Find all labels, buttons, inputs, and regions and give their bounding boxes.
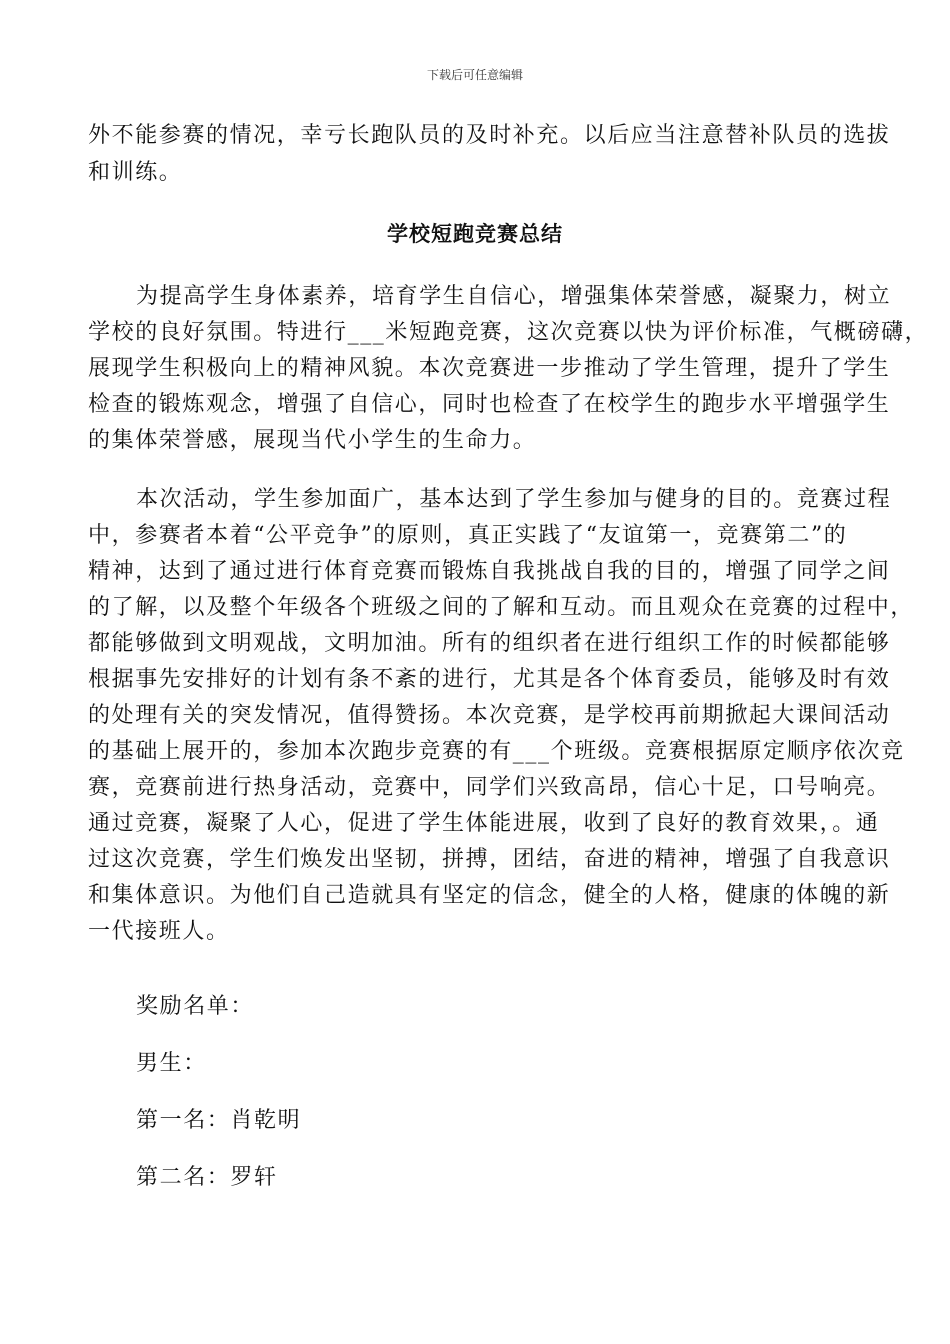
awards-group-male: 男生： <box>136 1051 207 1076</box>
paragraph2-line: 的处理有关的突发情况，值得赞扬。本次竞赛，是学校再前期掀起大课间活动 <box>88 703 891 728</box>
paragraph1-line: 学校的良好氛围。特进行___米短跑竞赛，这次竞赛以快为评价标准，气概磅礴， <box>88 320 929 345</box>
paragraph1-line: 为提高学生身体素养，培育学生自信心，增强集体荣誉感，凝聚力，树立 <box>136 284 892 309</box>
paragraph2-line: 通过竞赛，凝聚了人心，促进了学生体能进展，收到了良好的教育效果，。通 <box>88 811 880 836</box>
paragraph1-line: 检查的锻炼观念，增强了自信心，同时也检查了在校学生的跑步水平增强学生 <box>88 392 891 417</box>
paragraph2-line: 本次活动，学生参加面广，基本达到了学生参加与健身的目的。竞赛过程 <box>136 487 892 512</box>
award-second-place: 第二名：罗轩 <box>136 1165 278 1190</box>
paragraph2-line: 中，参赛者本着“公平竞争”的原则，真正实践了“友谊第一，竞赛第二”的 <box>88 523 848 548</box>
intro-line-2: 和训练。 <box>88 160 183 185</box>
paragraph2-line: 的了解，以及整个年级各个班级之间的了解和互动。而且观众在竞赛的过程中， <box>88 595 915 620</box>
header-note: 下载后可任意编辑 <box>426 68 523 82</box>
paragraph2-line: 和集体意识。为他们自己造就具有坚定的信念，健全的人格，健康的体魄的新 <box>88 883 891 908</box>
awards-heading: 奖励名单： <box>136 994 255 1019</box>
paragraph1-line: 展现学生积极向上的精神风貌。本次竞赛进一步推动了学生管理，提升了学生 <box>88 356 891 381</box>
paragraph2-line: 都能够做到文明观战，文明加油。所有的组织者在进行组织工作的时候都能够 <box>88 631 891 656</box>
award-first-place: 第一名：肖乾明 <box>136 1108 302 1133</box>
document-title: 学校短跑竞赛总结 <box>387 221 563 246</box>
paragraph1-line: 的集体荣誉感，展现当代小学生的生命力。 <box>88 428 537 453</box>
paragraph2-line: 赛，竞赛前进行热身活动，竞赛中，同学们兴致高昂，信心十足，口号响亮。 <box>88 775 891 800</box>
paragraph2-line: 过这次竞赛，学生们焕发出坚韧，拼搏，团结，奋进的精神，增强了自我意识 <box>88 847 891 872</box>
intro-line-1: 外不能参赛的情况，幸亏长跑队员的及时补充。以后应当注意替补队员的选拔 <box>88 123 891 148</box>
paragraph2-line: 一代接班人。 <box>88 919 230 944</box>
paragraph2-line: 的基础上展开的，参加本次跑步竞赛的有___个班级。竞赛根据原定顺序依次竞 <box>88 739 905 764</box>
paragraph2-line: 根据事先安排好的计划有条不紊的进行，尤其是各个体育委员，能够及时有效 <box>88 667 891 692</box>
paragraph2-line: 精神，达到了通过进行体育竞赛而锻炼自我挑战自我的目的，增强了同学之间 <box>88 559 891 584</box>
